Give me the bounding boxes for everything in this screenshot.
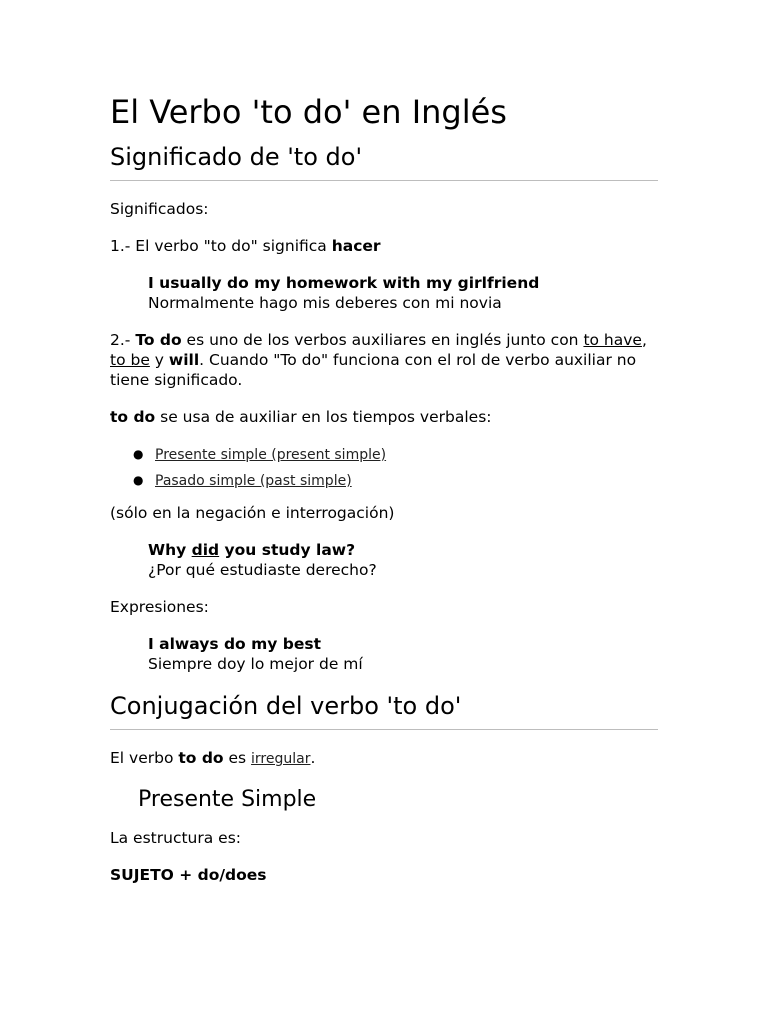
link-present-simple[interactable]: Presente simple (present simple) [155,447,387,463]
irregular-bold: to do [178,749,224,767]
meaning-item-2-text-end: . Cuando "To do" funciona con el rol de verbo auxiliar no tiene significado. [110,351,637,389]
usage-note: (sólo en la negación e interrogación) [110,504,395,522]
irregular-mid: es [223,749,252,767]
link-past-simple[interactable]: Pasado simple (past simple) [155,473,352,489]
example-2-spanish: ¿Por qué estudiaste derecho? [148,561,377,579]
meaning-item-2-will: will [168,351,200,369]
example-1-english: I usually do my homework with my girlfriend [148,274,540,292]
auxiliary-usage-bold: to do [110,408,156,426]
link-did[interactable]: did [191,541,220,559]
significados-label: Significados: [110,200,209,218]
example-2-post: you study law? [219,541,356,559]
page-title: El Verbo 'to do' en Inglés [110,93,507,131]
example-2-english [148,541,355,559]
section-heading-significado: Significado de 'to do' [110,143,363,171]
meaning-item-2 [110,330,658,390]
irregular-pre: El verbo [110,749,179,767]
example-block-2 [148,540,658,580]
tense-list [110,444,658,491]
example-block-3 [148,634,658,674]
structure-label: La estructura es: [110,829,242,847]
meaning-item-1-text: 1.- El verbo "to do" significa [110,237,332,255]
bullet-icon: ● [133,447,144,461]
example-3-english: I always do my best [148,635,321,653]
meaning-item-2-text: es uno de los verbos auxiliares en inglés junto con [181,331,584,349]
section-heading-conjugacion: Conjugación del verbo 'to do' [110,692,462,720]
expresiones-label: Expresiones: [110,598,209,616]
auxiliary-usage [110,407,658,427]
example-1-spanish: Normalmente hago mis deberes con mi novia [148,294,502,312]
example-3-spanish: Siempre doy lo mejor de mí [148,655,363,673]
subheading-presente-simple: Presente Simple [138,787,317,812]
meaning-item-2-prefix: 2.- [110,331,136,349]
example-block-1 [148,273,658,313]
link-to-have[interactable]: to have [583,331,642,349]
meaning-item-1 [110,236,658,256]
list-item [133,470,658,491]
meaning-item-2-y: y [149,351,169,369]
meaning-item-2-bold: To do [135,331,182,349]
irregular-end: . [310,749,316,767]
section-divider [110,180,658,181]
list-item [133,444,658,465]
auxiliary-usage-text: se usa de auxiliar en los tiempos verbales: [155,408,492,426]
link-to-be[interactable]: to be [110,351,150,369]
irregular-verb-note [110,748,658,769]
example-2-pre: Why [148,541,192,559]
meaning-item-2-comma: , [641,331,647,349]
section-divider [110,729,658,730]
meaning-item-1-bold: hacer [331,237,381,255]
structure-formula: SUJETO + do/does [110,866,267,884]
bullet-icon: ● [133,473,144,487]
link-irregular[interactable]: irregular [251,751,311,767]
